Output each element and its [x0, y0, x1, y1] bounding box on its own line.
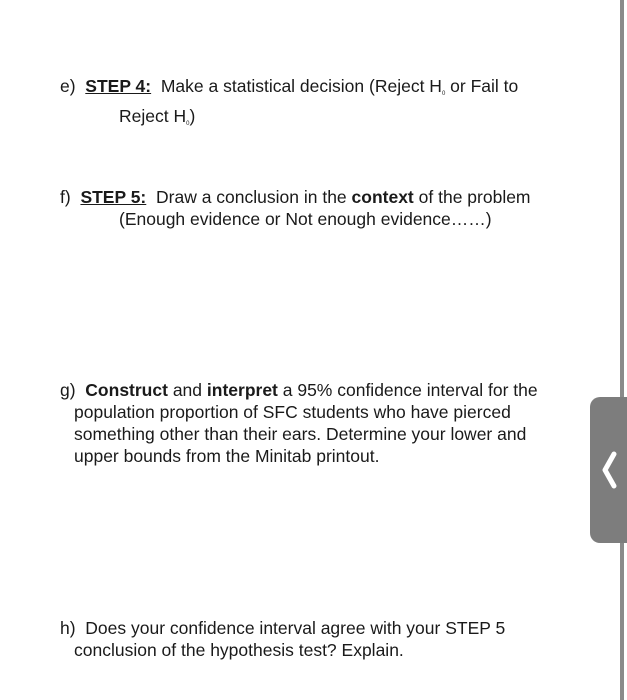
question-f-text-cont: of the problem — [418, 187, 531, 207]
question-g-line3: something other than their ears. Determine your lower and — [74, 424, 527, 444]
step5-label: STEP 5: — [80, 187, 147, 207]
side-panel-tab[interactable] — [590, 397, 627, 543]
question-g-prefix: g) — [60, 380, 76, 400]
step4-label: STEP 4: — [85, 76, 152, 96]
question-f-prefix: f) — [60, 187, 71, 207]
question-h-line1 — [60, 617, 505, 639]
question-g-line4: upper bounds from the Minitab printout. — [74, 446, 380, 466]
question-h-text: Does your confidence interval agree with your STEP 5 — [85, 618, 506, 638]
question-h-prefix: h) — [60, 618, 76, 638]
h0-subscript: 0 — [441, 91, 446, 97]
question-e-line1 — [60, 75, 518, 105]
question-e-close-paren: ) — [189, 106, 196, 126]
question-g — [60, 379, 538, 467]
page-edge-rule — [620, 0, 624, 700]
question-f-text: Draw a conclusion in the — [156, 187, 347, 207]
h0-subscript-2: 0 — [186, 121, 190, 127]
question-g-and: and — [172, 380, 203, 400]
question-e-text: Make a statistical decision (Reject H — [160, 76, 442, 96]
question-h-line2: conclusion of the hypothesis test? Explain. — [74, 640, 404, 660]
interpret-bold: interpret — [206, 380, 278, 400]
question-h — [60, 617, 505, 661]
context-bold: context — [351, 187, 414, 207]
question-e-text-line2: Reject H — [119, 106, 187, 126]
question-e-prefix: e) — [60, 76, 76, 96]
question-g-line2: population proportion of SFC students who have pierced — [74, 402, 511, 422]
question-g-line1 — [60, 379, 538, 401]
question-f — [60, 186, 531, 230]
question-e-line2 — [60, 105, 518, 135]
question-e — [60, 75, 518, 135]
construct-bold: Construct — [85, 380, 168, 400]
question-g-text: a 95% confidence interval for the — [282, 380, 538, 400]
chevron-left-icon — [601, 451, 617, 489]
question-f-line1 — [60, 186, 531, 208]
question-f-line2: (Enough evidence or Not enough evidence……) — [119, 209, 492, 229]
question-e-text-cont: or Fail to — [450, 76, 519, 96]
